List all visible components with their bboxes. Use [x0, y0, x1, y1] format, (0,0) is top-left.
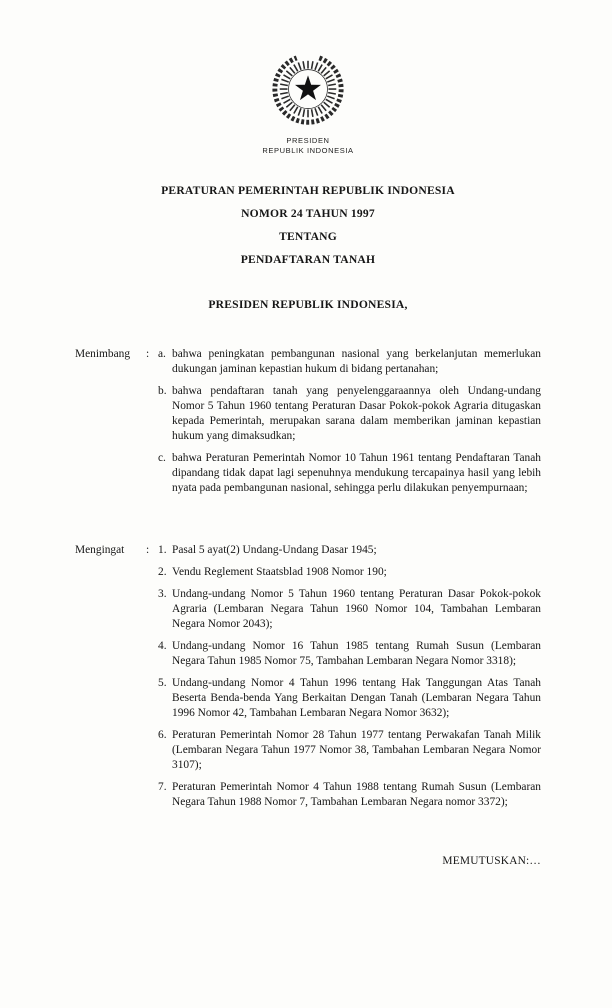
mengingat-item [158, 639, 541, 669]
item-text: Peraturan Pemerintah Nomor 4 Tahun 1988 tentang Rumah Susun (Lembaran Negara Tahun 1988 Nomor 7, Tambahan Lembaran Negara nomor 3372); [172, 781, 541, 808]
mengingat-item [158, 587, 541, 632]
item-marker: 5. [158, 677, 167, 689]
item-marker: 6. [158, 729, 167, 741]
tentang-label: TENTANG [279, 230, 337, 243]
mengingat-label: Mengingat [75, 544, 125, 556]
item-marker: c. [158, 452, 166, 464]
item-text: bahwa Peraturan Pemerintah Nomor 10 Tahun 1961 tentang Pendaftaran Tanah dipandang tidak dapat lagi sepenuhnya mendukung tercapainya hasil yang lebih nyata pada pembangunan nasional, sehingga perlu dilakukan penyempurnaan; [172, 452, 541, 494]
regulation-subject: PENDAFTARAN TANAH [240, 253, 376, 266]
regulation-title: PERATURAN PEMERINTAH REPUBLIK INDONESIA [161, 184, 455, 197]
item-marker: 7. [158, 781, 167, 793]
mengingat-item [158, 676, 541, 721]
mengingat-item [158, 728, 541, 773]
title-block [75, 184, 541, 266]
menimbang-items [158, 347, 541, 503]
item-marker: 1. [158, 544, 167, 556]
menimbang-colon: : [146, 348, 150, 360]
item-text: Undang-undang Nomor 4 Tahun 1996 tentang Hak Tanggungan Atas Tanah Beserta Benda-benda Yang Berkaitan Dengan Tanah (Lembaran Negara Tahun 1996 Nomor 42, Tambahan Lembaran Negara Nomor 3632); [172, 677, 541, 719]
item-text: Pasal 5 ayat(2) Undang-Undang Dasar 1945; [172, 544, 377, 556]
menimbang-item [158, 347, 541, 377]
mengingat-item [158, 543, 541, 558]
item-text: Undang-undang Nomor 16 Tahun 1985 tentang Rumah Susun (Lembaran Negara Tahun 1985 Nomor 75, Tambahan Lembaran Negara Nomor 3318); [172, 640, 541, 667]
item-marker: b. [158, 385, 167, 397]
item-text: bahwa peningkatan pembangunan nasional yang berkelanjutan memerlukan dukungan jaminan kepastian hukum di bidang pertanahan; [172, 348, 541, 375]
letterhead-republik-indonesia: REPUBLIK INDONESIA [262, 146, 354, 155]
letterhead [75, 50, 541, 156]
item-text: Vendu Reglement Staatsblad 1908 Nomor 190; [172, 566, 387, 578]
item-text: Undang-undang Nomor 5 Tahun 1960 tentang Peraturan Dasar Pokok-pokok Agraria (Lembaran Negara Tahun 1960 Nomor 104, Tambahan Lembaran Negara Nomor 2043); [172, 588, 541, 630]
menimbang-label: Menimbang [75, 348, 131, 360]
menimbang-item [158, 451, 541, 496]
item-text: bahwa pendaftaran tanah yang penyelenggaraannya oleh Undang-undang Nomor 5 Tahun 1960 tentang Peraturan Dasar Pokok-pokok Agraria ditugaskan kepada Pemerintah, merupakan sarana dalam memberikan jaminan kepastian hukum yang dimaksudkan; [172, 385, 541, 442]
item-text: Peraturan Pemerintah Nomor 28 Tahun 1977 tentang Perwakafan Tanah Milik (Lembaran Negara Tahun 1977 Nomor 38, Tambahan Lembaran Negara Nomor 3107); [172, 729, 541, 771]
letterhead-presiden: PRESIDEN [286, 136, 330, 145]
regulation-number: NOMOR 24 TAHUN 1997 [241, 207, 375, 220]
section-menimbang [75, 347, 541, 503]
presidential-seal-icon [269, 50, 347, 132]
menimbang-item [158, 384, 541, 444]
mengingat-item [158, 780, 541, 810]
section-mengingat [75, 543, 541, 817]
item-marker: 2. [158, 566, 167, 578]
mengingat-items [158, 543, 541, 817]
item-marker: a. [158, 348, 166, 360]
memutuskan-continuation: MEMUTUSKAN:… [442, 855, 541, 867]
mengingat-item [158, 565, 541, 580]
item-marker: 4. [158, 640, 167, 652]
item-marker: 3. [158, 588, 167, 600]
preamble-heading: PRESIDEN REPUBLIK INDONESIA, [208, 298, 408, 311]
mengingat-colon: : [146, 544, 150, 556]
